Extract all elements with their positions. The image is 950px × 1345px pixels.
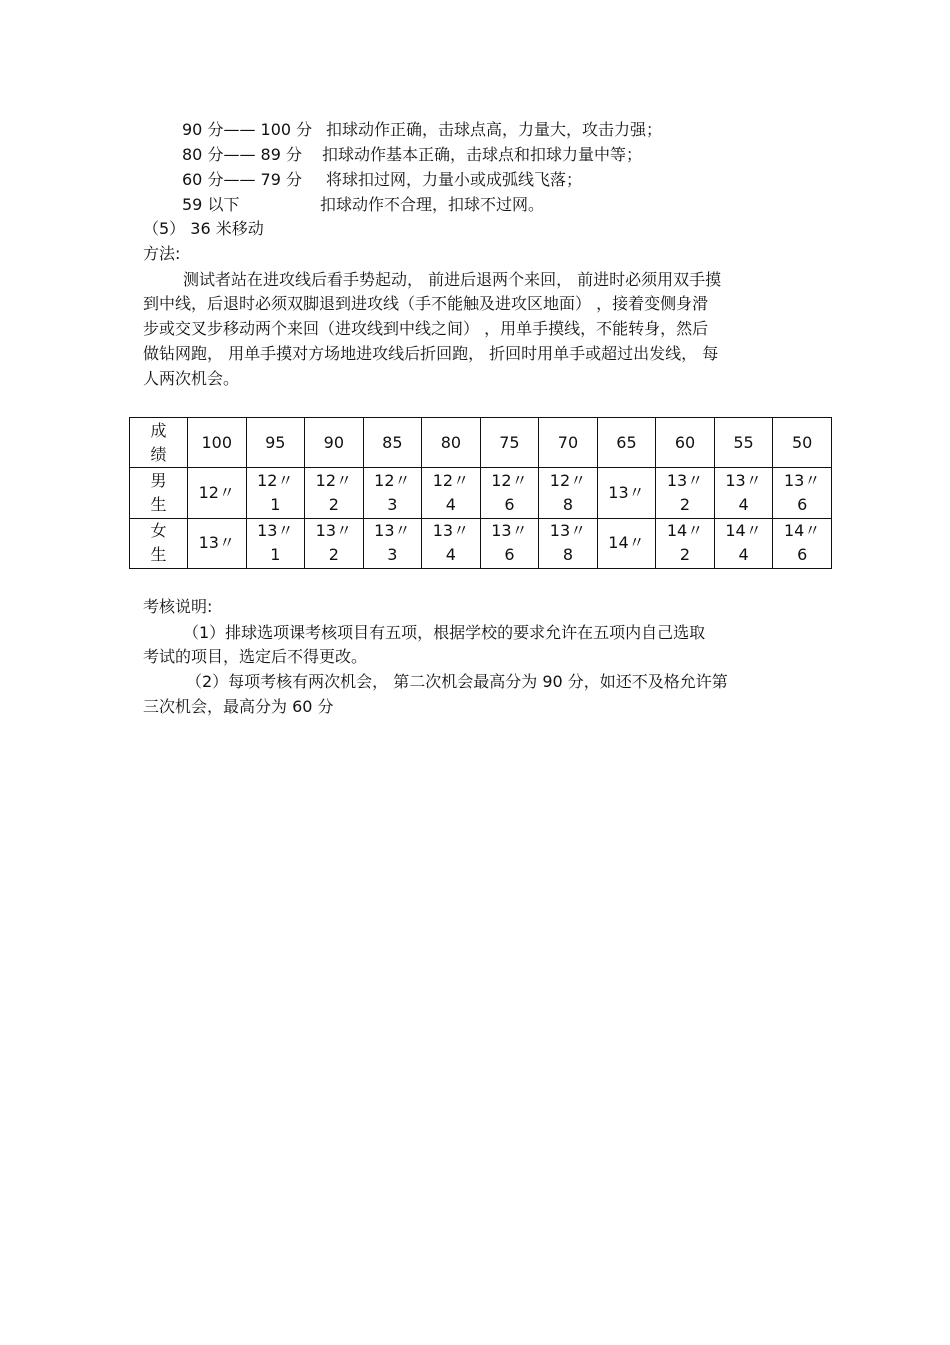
table-cell: 12〃 2 — [305, 468, 364, 518]
table-cell: 13〃 4 — [714, 468, 773, 518]
table-cell: 12〃 4 — [422, 468, 481, 518]
table-cell: 13〃 — [188, 518, 247, 568]
method-line-1: 测试者站在进攻线后看手势起动， 前进后退两个来回， 前进时必须用双手摸 — [183, 270, 722, 289]
table-header-cell: 55 — [714, 418, 773, 468]
table-cell: 13〃 2 — [656, 468, 715, 518]
notes-line-4: 三次机会，最高分为 60 分 — [143, 697, 334, 716]
notes-title: 考核说明: — [143, 597, 213, 616]
table-cell: 14〃 6 — [773, 518, 832, 568]
criteria-range-2: 80 分—— 89 分 — [182, 145, 302, 164]
table-cell: 13〃 8 — [539, 518, 598, 568]
criteria-range-1: 90 分—— 100 分 — [182, 120, 313, 139]
method-line-3: 步或交叉步移动两个来回（进攻线到中线之间） ，用单手摸线，不能转身，然后 — [143, 319, 709, 338]
grade-table — [129, 417, 832, 569]
table-header-row — [130, 418, 832, 468]
table-header-cell: 60 — [656, 418, 715, 468]
table-cell: 12〃 — [188, 468, 247, 518]
table-header-cell: 80 — [422, 418, 481, 468]
criteria-desc-4: 扣球动作不合理，扣球不过网。 — [320, 195, 545, 214]
table-header-cell: 95 — [246, 418, 305, 468]
criteria-desc-2: 扣球动作基本正确，击球点和扣球力量中等； — [322, 145, 643, 164]
table-cell: 14〃 4 — [714, 518, 773, 568]
table-cell: 13〃 6 — [773, 468, 832, 518]
table-row-male — [130, 468, 832, 518]
table-cell: 13〃 — [597, 468, 656, 518]
table-cell: 12〃 3 — [363, 468, 422, 518]
table-cell: 12〃 8 — [539, 468, 598, 518]
table-cell: 12〃 1 — [246, 468, 305, 518]
table-header-cell: 100 — [188, 418, 247, 468]
table-row-female — [130, 518, 832, 568]
criteria-range-4: 59 以下 — [182, 195, 240, 214]
table-header-cell: 70 — [539, 418, 598, 468]
table-cell: 14〃 2 — [656, 518, 715, 568]
method-line-4: 做钻网跑， 用单手摸对方场地进攻线后折回跑， 折回时用单手或超过出发线， 每 — [143, 344, 719, 363]
table-cell: 13〃 4 — [422, 518, 481, 568]
table-cell: 13〃 3 — [363, 518, 422, 568]
table-cell: 男 生 — [130, 468, 188, 518]
criteria-desc-1: 扣球动作正确，击球点高，力量大，攻击力强； — [326, 120, 663, 139]
table-header-cell: 50 — [773, 418, 832, 468]
table-header-cell: 成 绩 — [130, 418, 188, 468]
method-line-5: 人两次机会。 — [143, 369, 240, 388]
notes-line-3: （2）每项考核有两次机会， 第二次机会最高分为 90 分，如还不及格允许第 — [186, 672, 728, 691]
table-header-cell: 90 — [305, 418, 364, 468]
notes-line-2: 考试的项目，选定后不得更改。 — [143, 647, 368, 666]
method-line-2: 到中线，后退时必须双脚退到进攻线（手不能触及进攻区地面） ，接着变侧身滑 — [143, 294, 709, 313]
method-label: 方法: — [143, 244, 181, 263]
table-header-cell: 85 — [363, 418, 422, 468]
criteria-desc-3: 将球扣过网，力量小或成弧线飞落； — [326, 170, 583, 189]
table-cell: 13〃 2 — [305, 518, 364, 568]
table-header-cell: 65 — [597, 418, 656, 468]
table-cell: 女 生 — [130, 518, 188, 568]
table-cell: 13〃 6 — [480, 518, 539, 568]
notes-line-1: （1）排球选项课考核项目有五项，根据学校的要求允许在五项内自己选取 — [183, 623, 706, 642]
table-header-cell: 75 — [480, 418, 539, 468]
section5-heading: （5） 36 米移动 — [143, 219, 264, 238]
table-cell: 13〃 1 — [246, 518, 305, 568]
table-cell: 14〃 — [597, 518, 656, 568]
criteria-range-3: 60 分—— 79 分 — [182, 170, 302, 189]
table-cell: 12〃 6 — [480, 468, 539, 518]
